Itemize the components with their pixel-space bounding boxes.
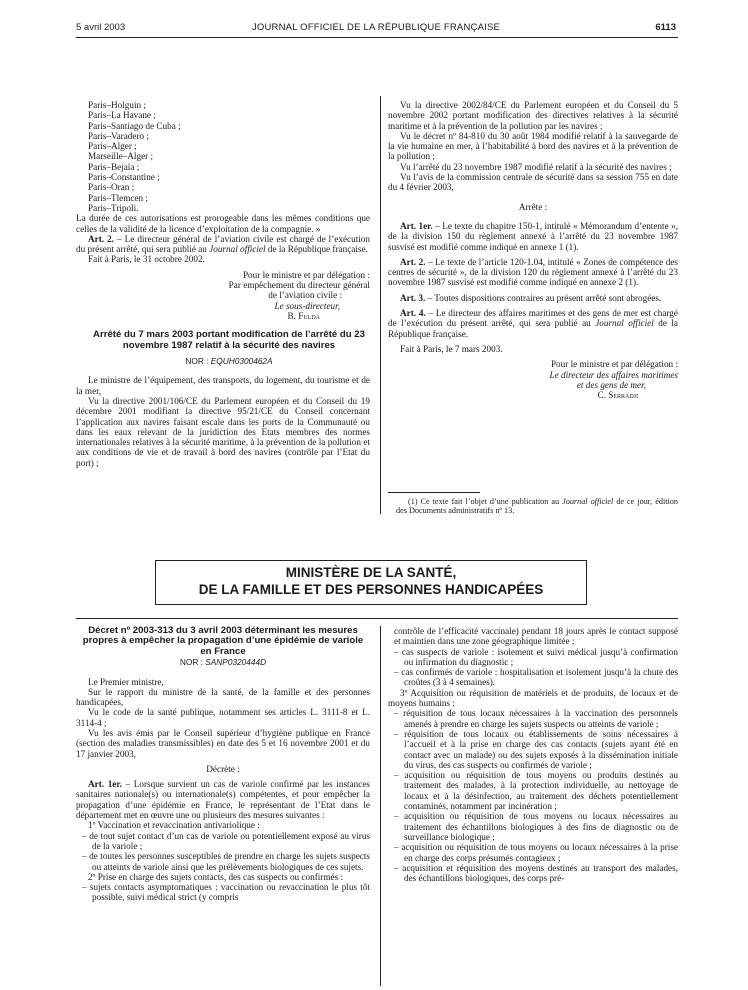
continued-text: contrôle de l’efficacité vaccinale) pendant 18 jours après le contact supposé et maintien dans une zone géographique limitée ; xyxy=(394,626,678,647)
left-top-column xyxy=(76,100,370,468)
fait-a-paris-2: Fait à Paris, le 7 mars 2003. xyxy=(400,343,503,354)
ministry-heading-box xyxy=(155,560,587,605)
header-journal: JOURNAL OFFICIEL DE LA RÉPUBLIQUE FRANÇAISE xyxy=(251,22,501,33)
signature-line: Pour le ministre et par délégation : xyxy=(550,359,678,370)
route-item: Paris–La Havane ; xyxy=(88,110,156,121)
measure-item: – acquisition ou réquisition de tous moyens ou locaux nécessaires au traitement des échantillons biologiques à des fins de diagnostic ou de surveillance biologique ; xyxy=(394,811,678,842)
vu-avis: Vu les avis émis par le Conseil supérieur d’hygiène publique en France (section des maladies transmissibles) en date des 5 et 16 novembre 2001 et du 17 janvier 2003, xyxy=(76,728,370,759)
arrete-title: Arrêté du 7 mars 2003 portant modification de l’arrêté du 23 novembre 1987 relatif à la sécurité des navires xyxy=(93,329,365,351)
vu-paragraph: Vu le décret nº 84-810 du 30 août 1984 modifié relatif à la sauvegarde de la vie humaine en mer, à l’habitabilité à bord des navires et à la prévention de la pollution ; xyxy=(388,130,678,162)
route-list xyxy=(88,100,370,213)
measure-heading: 3º Acquisition ou réquisition de matériels et de produits, de locaux et de moyens humains : xyxy=(388,687,678,709)
signature-title: Le directeur des affaires maritimes xyxy=(549,369,678,380)
minister-paragraph: Le ministre de l’équipement, des transports, du logement, du tourisme et de la mer, xyxy=(76,375,370,396)
column-divider xyxy=(380,96,381,514)
measure-item: – sujets contacts asymptomatiques : vaccination ou revaccination le plus tôt possible, suivi médical strict (y compris xyxy=(82,882,370,903)
section-rule xyxy=(76,618,678,619)
header-rule xyxy=(76,37,678,38)
vu-code: Vu le code de la santé publique, notamment ses articles L. 3111-8 et L. 3114-4 ; xyxy=(76,707,370,728)
ministry-heading-line: MINISTÈRE DE LA SANTÉ, xyxy=(285,565,457,580)
decrete-heading: Décrète : xyxy=(206,763,240,774)
arrete-heading: Arrête : xyxy=(518,201,548,212)
ministry-heading-line: DE LA FAMILLE ET DES PERSONNES HANDICAPÉES xyxy=(198,582,544,597)
right-bottom-column xyxy=(388,626,678,883)
column-divider xyxy=(380,626,381,986)
vu-paragraph: Vu l’avis de la commission centrale de sécurité dans sa session 755 en date du 4 février 2003, xyxy=(388,172,678,193)
header-date: 5 avril 2003 xyxy=(76,22,126,33)
signatory-name: C. Serradji xyxy=(597,390,638,401)
signature-title: et des gens de mer, xyxy=(576,379,646,390)
route-item: Paris–Holguin ; xyxy=(88,100,146,110)
measure-item: – de toutes les personnes susceptibles de prendre en charge les sujets suspects ou atteints de variole ainsi que les prélèvements biologiques de ces sujets. xyxy=(82,851,370,872)
vu-paragraph: Vu l’arrêté du 23 novembre 1987 modifié relatif à la sécurité des navires ; xyxy=(400,161,672,172)
article-1: Art. 1er. – Le texte du chapitre 150-1, intitulé « Mémorandum d’entente », de la division 150 du règlement annexé à l’arrêté du 23 novembre 1987 susvisé est modifié comme indiqué en annexe 1 (1). xyxy=(388,220,678,252)
right-top-column xyxy=(388,100,678,400)
measure-item: – réquisition de tous locaux ou établissements de soins nécessaires à l’accueil et à la prise en charge des cas contacts (sujets ayant été en contact avec un malade) ou des sujets exposés à la dissémination initiale du virus, des cas suspects ou confirmés de variole ; xyxy=(394,728,678,770)
header-page-number: 6113 xyxy=(655,22,676,33)
page-header xyxy=(76,22,676,36)
route-item: Marseille–Alger ; xyxy=(88,151,154,162)
route-item: Paris–Bejaïa ; xyxy=(88,161,140,172)
measure-heading: 2º Prise en charge des sujets contacts, des cas suspects ou confirmés : xyxy=(88,871,344,882)
sur-rapport: Sur le rapport du ministre de la santé, de la famille et des personnes handicapées, xyxy=(76,686,370,708)
measure-item: – cas suspects de variole : isolement et suivi médical jusqu’à confirmation ou infirmation du diagnostic ; xyxy=(394,646,678,667)
footnote: (1) Ce texte fait l’objet d’une publication au Journal officiel de ce jour, édition des Documents administratifs nº 13. xyxy=(396,497,678,516)
vu-paragraph: Vu la directive 2002/84/CE du Parlement européen et du Conseil du 5 novembre 2002 portant modification des directives relatives à la sécurité maritime et à la prévention de la pollution par les navires ; xyxy=(388,100,678,131)
route-item: Paris–Alger ; xyxy=(88,141,137,152)
article-1-decret: Art. 1er. – Lorsque survient un cas de variole confirmé par les instances sanitaires nationale(s) ou internationale(s) compétentes, et pour empêcher la propagation d’une épidémie en France, le représentant de l’Etat dans le département met en œuvre une ou plusieurs des mesures suivantes : xyxy=(76,779,370,821)
route-item: Paris–Tlemcen ; xyxy=(88,192,148,203)
measure-item: – acquisition ou réquisition de tous moyens ou produits destinés au traitement des malades, à la protection individuelle, au nettoyage de locaux et à la désinfection, au traitement des déchets potentiellement contaminés, notamment par incinération ; xyxy=(394,770,678,812)
article-2-aviation: Art. 2. – Le directeur général de l’aviation civile est chargé de l’exécution du présent arrêté, qui sera publié au Journal officiel de la République française. xyxy=(76,233,370,255)
nor-reference: NOR : SANP0320444D xyxy=(179,657,267,668)
left-bottom-column xyxy=(76,626,370,903)
decret-title: Décret nº 2003-313 du 3 avril 2003 déterminant les mesures propres à empêcher la propagation d’une épidémie de variole en France xyxy=(82,625,364,657)
measure-heading: 1º Vaccination et revaccination antivariolique : xyxy=(88,820,260,831)
measure-item: – réquisition de tous locaux nécessaires à la vaccination des personnels amenés à prendre en charge les sujets suspects ou atteints de variole ; xyxy=(394,708,678,729)
premier-ministre: Le Premier ministre, xyxy=(88,676,164,687)
signature-title: Le sous-directeur, xyxy=(274,300,340,311)
route-item: Paris–Oran ; xyxy=(88,182,135,193)
nor-reference: NOR : EQUH0300462A xyxy=(185,356,273,367)
measure-item: – cas confirmés de variole : hospitalisation et isolement jusqu’à la chute des croûtes (3 à 4 semaines). xyxy=(394,667,678,688)
route-item: Paris–Constantine ; xyxy=(88,172,160,183)
article-2: Art. 2. – Le texte de l’article 120-1.04, intitulé « Zones de compétence des centres de sécurité », de la division 120 du règlement annexé à l’arrêté du 23 novembre 1987 susvisé est modifié comme indiqué en annexe 2 (1). xyxy=(388,256,678,288)
signature-line: de l’aviation civile : xyxy=(268,290,342,301)
vu-directive-paragraph: Vu la directive 2001/106/CE du Parlement européen et du Conseil du 19 décembre 2001 modifiant la directive 95/21/CE du Conseil concernant l’application aux navires faisant escale dans les ports de la Communauté ou dans les eaux relevant de la juridiction des Etats membres des normes internationales relatives à la sécurité maritime, à la prévention de la pollution et aux conditions de vie et de travail à bord des navires (contrôle par l’Etat du port) ; xyxy=(76,395,370,468)
signatory-name: B. Fulda xyxy=(287,310,320,321)
footnote-rule xyxy=(388,492,480,493)
measure-item: – acquisition et réquisition des moyens destinés au transport des malades, des échantillons biologiques, des corps pré- xyxy=(394,862,678,884)
route-item: Paris–Tripoli. xyxy=(88,202,139,213)
route-item: Paris–Varadero ; xyxy=(88,130,149,141)
article-3: Art. 3. – Toutes dispositions contraires au présent arrêté sont abrogées. xyxy=(400,292,662,303)
duration-paragraph: La durée de ces autorisations est prorogeable dans les mêmes conditions que celles de la validité de la licence d’exploitation de la compagnie. » xyxy=(76,213,370,234)
fait-a-paris-1: Fait à Paris, le 31 octobre 2002. xyxy=(88,254,205,265)
route-item: Paris–Santiago de Cuba ; xyxy=(88,120,181,131)
article-4: Art. 4. – Le directeur des affaires maritimes et des gens de mer est chargé de l’exécution du présent arrêté, qui sera publié au Journal officiel de la République française. xyxy=(388,308,678,339)
measure-item: – de tout sujet contact d’un cas de variole ou potentiellement exposé au virus de la variole ; xyxy=(82,830,370,851)
measure-item: – acquisition ou réquisition de tous moyens ou locaux nécessaires à la prise en charge des corps présumés contagieux ; xyxy=(394,842,678,863)
signature-line: Par empêchement du directeur général xyxy=(228,280,370,291)
signature-line: Pour le ministre et par délégation : xyxy=(242,269,370,280)
